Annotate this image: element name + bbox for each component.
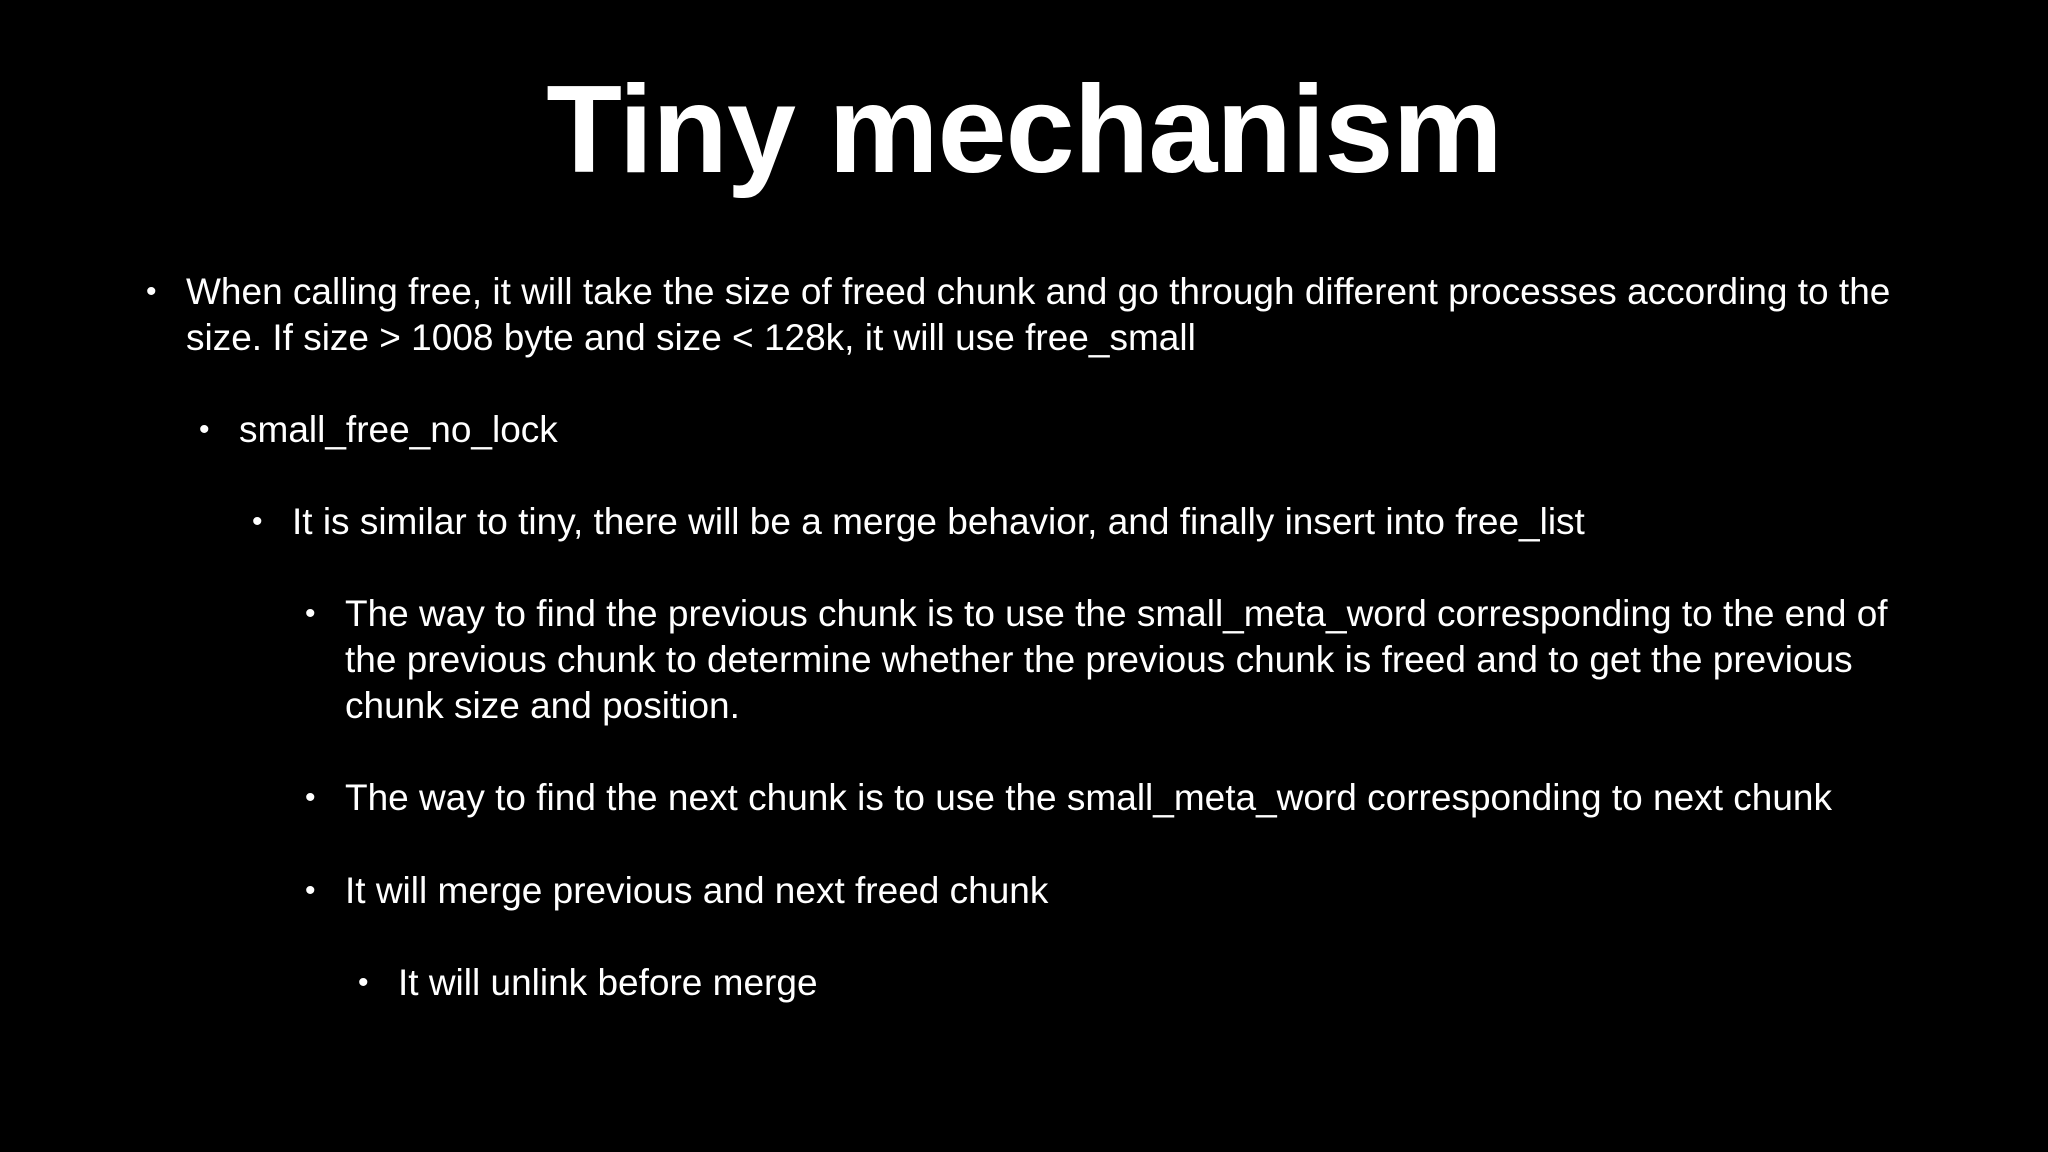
bullet-level-1 [146, 269, 1906, 361]
bullet-level-5 [358, 960, 1898, 1006]
bullet-dot-icon: • [305, 597, 316, 630]
bullet-level-4 [305, 591, 1925, 729]
bullet-text: small_free_no_lock [239, 409, 558, 450]
bullet-text: The way to find the next chunk is to use the small_meta_word corresponding to next chunk [345, 777, 1832, 818]
bullet-level-3 [252, 499, 1992, 545]
bullet-dot-icon: • [146, 275, 157, 308]
bullet-dot-icon: • [358, 966, 369, 999]
slide-title: Tiny mechanism [546, 61, 1502, 199]
bullet-text: When calling free, it will take the size of freed chunk and go through different processes according to the size. If size > 1008 byte and size < 128k, it will use free_small [186, 271, 1891, 358]
bullet-level-4 [305, 868, 1925, 914]
bullet-text: It is similar to tiny, there will be a merge behavior, and finally insert into free_list [292, 501, 1585, 542]
bullet-level-4 [305, 775, 1985, 821]
bullet-dot-icon: • [252, 505, 263, 538]
bullet-dot-icon: • [305, 781, 316, 814]
bullet-text: It will unlink before merge [398, 962, 818, 1003]
bullet-dot-icon: • [199, 413, 210, 446]
bullet-text: It will merge previous and next freed chunk [345, 870, 1049, 911]
bullet-level-2 [199, 407, 1939, 453]
bullet-dot-icon: • [305, 874, 316, 907]
bullet-text: The way to find the previous chunk is to use the small_meta_word corresponding to the end of the previous chunk to determine whether the previous chunk is freed and to get the previous chunk size and position. [345, 593, 1888, 726]
